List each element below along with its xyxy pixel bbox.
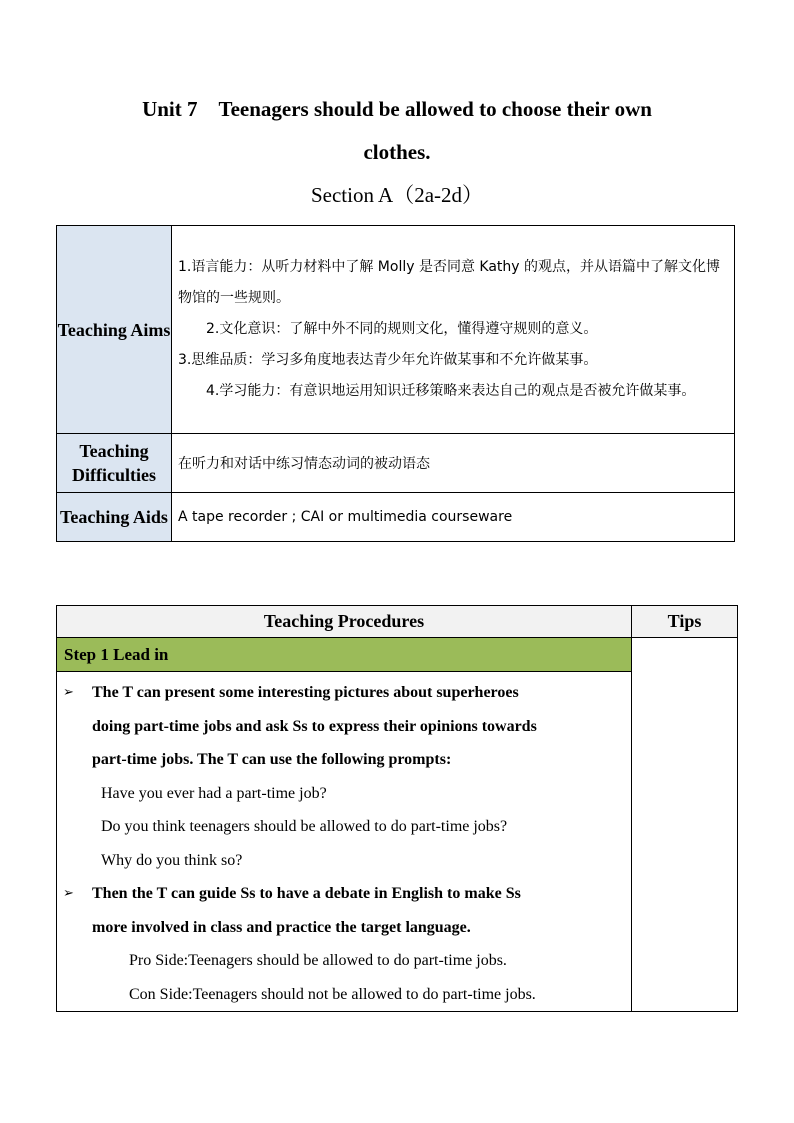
bullet-point-1 xyxy=(63,676,625,710)
section-subtitle: Section A（2a-2d） xyxy=(310,183,484,207)
bullet-2-line-1: Then the T can guide Ss to have a debate in English to make Ss xyxy=(92,885,521,902)
teaching-aims-label: Teaching Aims xyxy=(57,226,172,434)
step-1-content xyxy=(57,672,632,1012)
teaching-aims-content xyxy=(172,226,735,434)
prompt-question-2: Do you think teenagers should be allowed to do part-time jobs? xyxy=(101,818,508,835)
arrow-bullet-icon: ➢ xyxy=(63,685,74,700)
document-title-line-2: clothes. xyxy=(363,140,431,164)
tips-header: Tips xyxy=(632,606,738,638)
debate-con-side: Con Side:Teenagers should not be allowed to do part-time jobs. xyxy=(129,985,536,1003)
teaching-difficulties-label: Teaching Difficulties xyxy=(57,434,172,493)
step-1-title: Step 1 Lead in xyxy=(57,638,632,672)
teaching-info-table xyxy=(56,225,735,542)
bullet-point-2 xyxy=(63,877,625,911)
bullet-1-line-2: doing part-time jobs and ask Ss to express their opinions towards xyxy=(92,717,537,735)
bullet-1-line-3: part-time jobs. The T can use the following prompts: xyxy=(92,751,452,768)
aim-item-2: 2.文化意识：了解中外不同的规则文化，懂得遵守规则的意义。 xyxy=(206,321,598,337)
bullet-1-line-1: The T can present some interesting pictures about superheroes xyxy=(92,684,519,701)
arrow-bullet-icon: ➢ xyxy=(63,886,74,901)
prompt-question-1: Have you ever had a part-time job? xyxy=(101,784,327,802)
tips-cell xyxy=(632,638,738,1012)
teaching-procedures-table xyxy=(56,605,738,1012)
teaching-aids-label: Teaching Aids xyxy=(57,493,172,542)
aim-item-1: 1.语言能力：从听力材料中了解 Molly 是否同意 Kathy 的观点，并从语篇中了解文化博物馆的一些规则。 xyxy=(178,259,721,306)
teaching-aids-content: A tape recorder ; CAI or multimedia courseware xyxy=(172,493,735,542)
bullet-2-line-2: more involved in class and practice the target language. xyxy=(92,918,471,936)
document-title-line-1: Unit 7 Teenagers should be allowed to choose their own xyxy=(142,97,652,121)
prompt-question-3: Why do you think so? xyxy=(101,851,243,869)
procedures-header: Teaching Procedures xyxy=(57,606,632,638)
aim-item-3: 3.思维品质：学习多角度地表达青少年允许做某事和不允许做某事。 xyxy=(178,352,598,368)
debate-pro-side: Pro Side:Teenagers should be allowed to do part-time jobs. xyxy=(129,952,507,969)
aim-item-4: 4.学习能力：有意识地运用知识迁移策略来表达自己的观点是否被允许做某事。 xyxy=(206,383,696,399)
teaching-difficulties-content: 在听力和对话中练习情态动词的被动语态 xyxy=(172,434,735,493)
